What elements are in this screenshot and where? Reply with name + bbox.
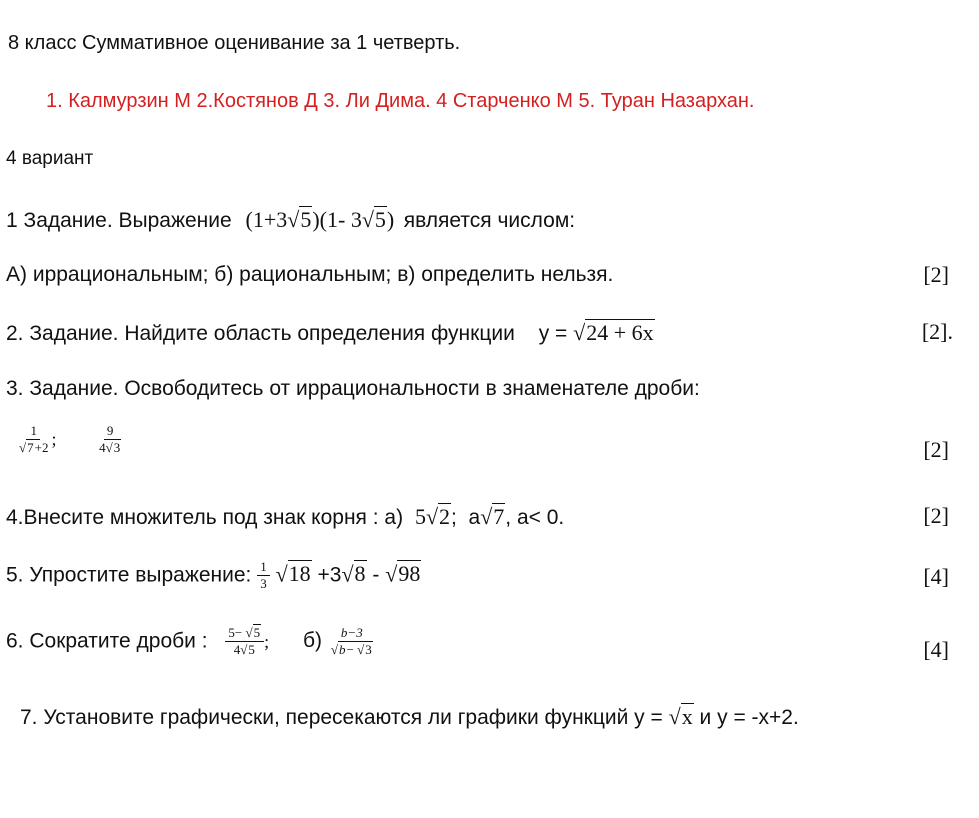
fraction: $\frac{1}{3}$ [257,560,270,592]
task2-mark: [2]. [921,319,953,344]
task4-question: 4.Внесите множитель под знак корня : а) 5√2; a√7, a< 0. [6,504,565,529]
fraction: $\frac{5- √5}{4√5}$ [225,626,264,658]
task1-mark: [2] [923,262,949,287]
task7-radical: √x [668,704,693,729]
sqrt-icon: √ [341,561,354,587]
task3-fractions: $\frac{1}{√7+2}$ ; $\frac{9}{4√3}$ [16,424,124,456]
task4-expression: 5√2 [414,504,451,529]
sqrt-icon: √ [357,642,365,658]
task7-question: 7. Установите графически, пересекаются ли графики функций y = √x и y = -x+2. [20,704,799,729]
sqrt-icon: √ [668,704,681,729]
sqrt-icon: √ [385,561,398,587]
task3-mark: [2] [923,437,949,462]
sqrt-icon: √ [105,440,113,456]
task3-question: 3. Задание. Освободитесь от иррациональности в знаменателе дроби: [6,377,700,400]
task5-question: 5. Упростите выражение: $\frac{1}{3}$ √18 +3√8 - √98 [6,559,421,592]
fraction: $\frac{1}{√7+2}$ [19,423,49,456]
task6-question: 6. Сократите дроби : $\frac{5- √5}{4√5}$ ; б) $\frac{b-3}{√b- √3}$ [6,626,376,658]
sqrt-icon: √ [275,561,288,587]
sqrt-icon: √ [480,504,493,529]
task6-mark: [4] [923,637,949,662]
task2-question: 2. Задание. Найдите область определения функции y = √24 + 6x [6,320,654,345]
sqrt-icon: √ [240,642,248,658]
sqrt-icon: √ [573,320,586,345]
student-list: 1. Калмурзин М 2.Костянов Д 3. Ли Дима. 4 Старченко М 5. Туран Назархан. [46,90,755,112]
sqrt-icon: √ [19,440,27,456]
variant-label: 4 вариант [6,148,94,169]
task1-question: 1 Задание. Выражение (1+3√5)(1- 3√5) является числом: [6,207,576,232]
sqrt-icon: √ [330,642,339,658]
sqrt-icon: √ [245,625,253,640]
sqrt-icon: √ [425,504,439,529]
task5-mark: [4] [923,564,949,589]
task2-radical: √24 + 6x [573,320,654,345]
fraction: $\frac{b-3}{√b- √3}$ [330,625,372,658]
task5-expression: √18 [275,561,311,587]
fraction: $\frac{9}{4√3}$ [99,423,121,456]
task4-mark: [2] [923,503,949,528]
task1-options: А) иррациональным; б) рациональным; в) определить нельзя. [6,263,614,286]
doc-title: 8 класс Суммативное оценивание за 1 четверть. [8,32,461,54]
task1-expression: (1+3√5)(1- 3√5) [245,207,395,232]
sqrt-icon: √ [361,207,374,232]
sqrt-icon: √ [287,207,300,232]
